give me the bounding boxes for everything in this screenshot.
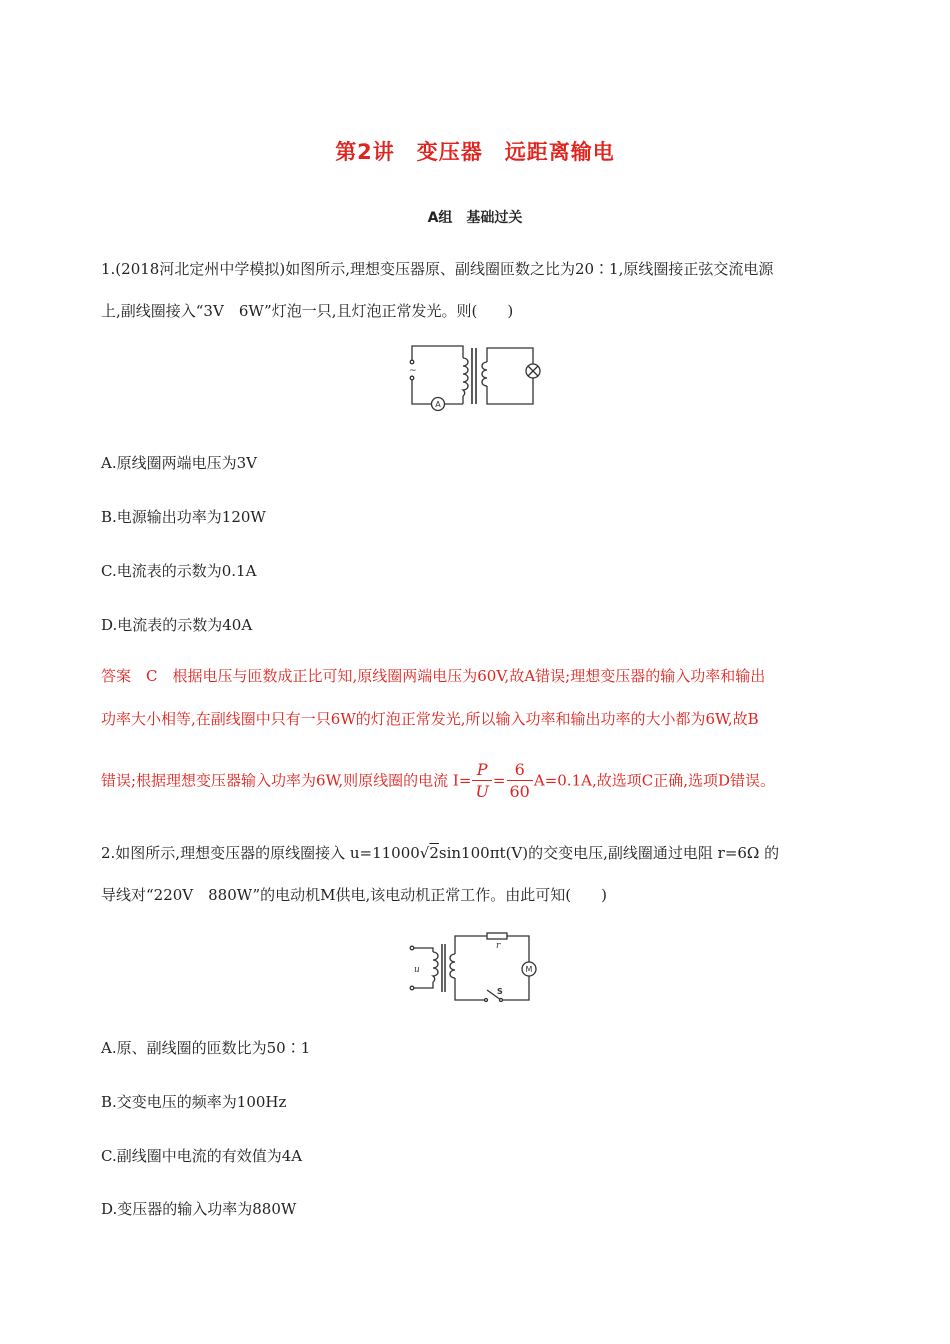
section-heading: A组 基础过关 bbox=[427, 210, 523, 226]
switch-label: S bbox=[497, 987, 503, 996]
q2-stem-line1 bbox=[101, 842, 779, 863]
q2-circuit-diagram bbox=[405, 926, 545, 1006]
q2-option-c: C.副线圈中电流的有效值为4A bbox=[101, 1147, 303, 1165]
sqrt-argument: 2 bbox=[429, 844, 439, 862]
q2-option-a: A.原、副线圈的匝数比为50∶1 bbox=[101, 1039, 311, 1057]
fraction-denominator: U bbox=[475, 782, 489, 801]
answer-text-after-formula: A=0.1A,故选项C正确,选项D错误。 bbox=[533, 771, 775, 790]
fraction-denominator: 60 bbox=[509, 782, 530, 801]
q2-option-b: B.交变电压的频率为100Hz bbox=[101, 1093, 287, 1111]
fraction-numerator: P bbox=[472, 760, 491, 781]
q1-option-b: B.电源输出功率为120W bbox=[101, 508, 266, 526]
equals-sign: = bbox=[492, 771, 506, 790]
fraction-p-over-u bbox=[472, 760, 491, 803]
q1-answer-line2: 功率大小相等,在副线圈中只有一只6W的灯泡正常发光,所以输入功率和输出功率的大小都为6W,故B bbox=[101, 710, 759, 728]
u-label: u bbox=[414, 965, 420, 975]
ac-source-symbol: ~ bbox=[409, 366, 417, 376]
motor-label: M bbox=[525, 965, 533, 974]
fraction-6-over-60 bbox=[507, 760, 533, 803]
fraction-numerator: 6 bbox=[507, 760, 533, 781]
q1-option-c: C.电流表的示数为0.1A bbox=[101, 562, 257, 580]
q2-option-d: D.变压器的输入功率为880W bbox=[101, 1200, 297, 1218]
q1-stem-line1: 1.(2018河北定州中学模拟)如图所示,理想变压器原、副线圈匝数之比为20∶1,原线圈接正弦交流电源 bbox=[101, 260, 774, 278]
q1-answer-line1: 答案 C 根据电压与匝数成正比可知,原线圈两端电压为60V,故A错误;理想变压器的输入功率和输出 bbox=[101, 667, 766, 685]
ammeter-label: A bbox=[435, 400, 441, 409]
r-label: r bbox=[496, 941, 501, 951]
q1-stem-line2: 上,副线圈接入“3V 6W”灯泡一只,且灯泡正常发光。则( ) bbox=[101, 302, 514, 320]
page-title: 第2讲 变压器 远距离输电 bbox=[335, 140, 615, 164]
q1-answer-line3 bbox=[101, 760, 775, 803]
q2-stem-line2: 导线对“220V 880W”的电动机M供电,该电动机正常工作。由此可知( ) bbox=[101, 886, 607, 904]
sqrt-sign: √ bbox=[419, 844, 430, 862]
answer-text-before-formula: 错误;根据理想变压器输入功率为6W,则原线圈的电流 I= bbox=[101, 771, 472, 790]
q1-circuit-diagram bbox=[405, 340, 550, 412]
q2-stem-before-root: 2.如图所示,理想变压器的原线圈接入 u=11000 bbox=[101, 844, 420, 862]
q1-option-d: D.电流表的示数为40A bbox=[101, 616, 253, 634]
q2-stem-after-root: sin100πt(V)的交变电压,副线圈通过电阻 r=6Ω 的 bbox=[438, 844, 780, 862]
q1-option-a: A.原线圈两端电压为3V bbox=[101, 454, 257, 472]
